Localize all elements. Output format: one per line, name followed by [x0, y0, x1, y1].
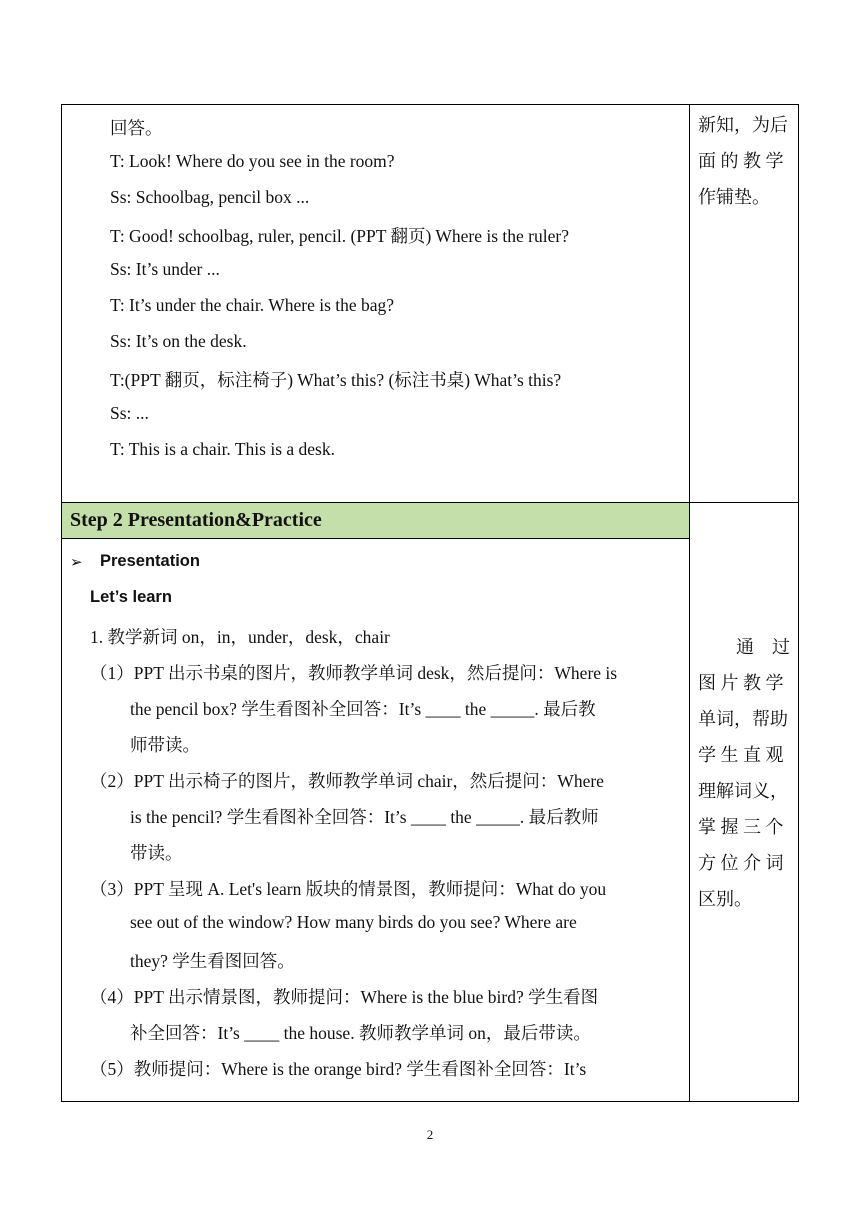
body-line: they? 学生看图回答。 — [130, 951, 295, 971]
side-note-line: 新知，为后 — [698, 115, 788, 135]
dialogue-line: T: It’s under the chair. Where is the bag? — [110, 295, 395, 315]
side-note-line: 方 位 介 词 — [698, 853, 784, 873]
body-line: see out of the window? How many birds do you see? Where are — [130, 912, 577, 932]
side-note-line: 理解词义， — [698, 781, 788, 801]
step2-side-note — [698, 629, 790, 917]
body-line: the pencil box? 学生看图补全回答：It’s ____ the _____. 最后教 — [130, 699, 596, 719]
dialogue-line: T:(PPT 翻页，标注椅子) What’s this? (标注书桌) What’s this? — [110, 370, 562, 390]
body-line: （5）教师提问：Where is the orange bird? 学生看图补全回答：It’s — [90, 1059, 587, 1079]
dialogue-line: Ss: It’s on the desk. — [110, 331, 247, 351]
presentation-heading: Presentation — [100, 552, 200, 570]
side-note-line: 作铺垫。 — [698, 187, 770, 207]
side-note-line: 通 过 — [736, 637, 790, 657]
dialogue-line: Ss: ... — [110, 403, 149, 423]
step-title: Step 2 Presentation&Practice — [70, 509, 322, 531]
body-line: is the pencil? 学生看图补全回答：It’s ____ the _____. 最后教师 — [130, 807, 599, 827]
body-line: （3）PPT 呈现 A. Let's learn 版块的情景图，教师提问：What do you — [90, 879, 607, 899]
dialogue-line: Ss: Schoolbag, pencil box ... — [110, 187, 310, 207]
dialogue-line: T: Look! Where do you see in the room? — [110, 151, 395, 171]
side-note-line: 学 生 直 观 — [698, 745, 784, 765]
side-note-line: 区别。 — [698, 889, 752, 909]
dialogue-line: 回答。 — [110, 118, 163, 138]
top-side-note — [698, 107, 788, 215]
side-note-line: 单词，帮助 — [698, 709, 788, 729]
lets-learn-heading: Let’s learn — [90, 588, 172, 606]
dialogue-line: Ss: It’s under ... — [110, 259, 220, 279]
dialogue-line: T: This is a chair. This is a desk. — [110, 439, 335, 459]
bullet-arrow-icon: ➢ — [70, 555, 83, 571]
dialogue-line: T: Good! schoolbag, ruler, pencil. (PPT 翻页) Where is the ruler? — [110, 226, 569, 246]
body-line: 师带读。 — [130, 735, 200, 755]
body-line: （2）PPT 出示椅子的图片，教师教学单词 chair，然后提问：Where — [90, 771, 604, 791]
side-note-line: 掌 握 三 个 — [698, 817, 784, 837]
body-line: 补全回答：It’s ____ the house. 教师教学单词 on，最后带读。 — [130, 1023, 591, 1043]
side-note-line: 面 的 教 学 — [698, 151, 784, 171]
page-number: 2 — [426, 1127, 434, 1142]
column-divider — [689, 105, 690, 1101]
body-line: （1）PPT 出示书桌的图片，教师教学单词 desk，然后提问：Where is — [90, 663, 618, 683]
body-line: 带读。 — [130, 843, 183, 863]
step-header-band — [62, 503, 689, 539]
side-note-line: 图 片 教 学 — [698, 673, 784, 693]
lesson-plan-table — [61, 104, 799, 1102]
body-line: 1. 教学新词 on，in，under，desk，chair — [90, 627, 390, 647]
body-line: （4）PPT 出示情景图，教师提问：Where is the blue bird? 学生看图 — [90, 987, 599, 1007]
